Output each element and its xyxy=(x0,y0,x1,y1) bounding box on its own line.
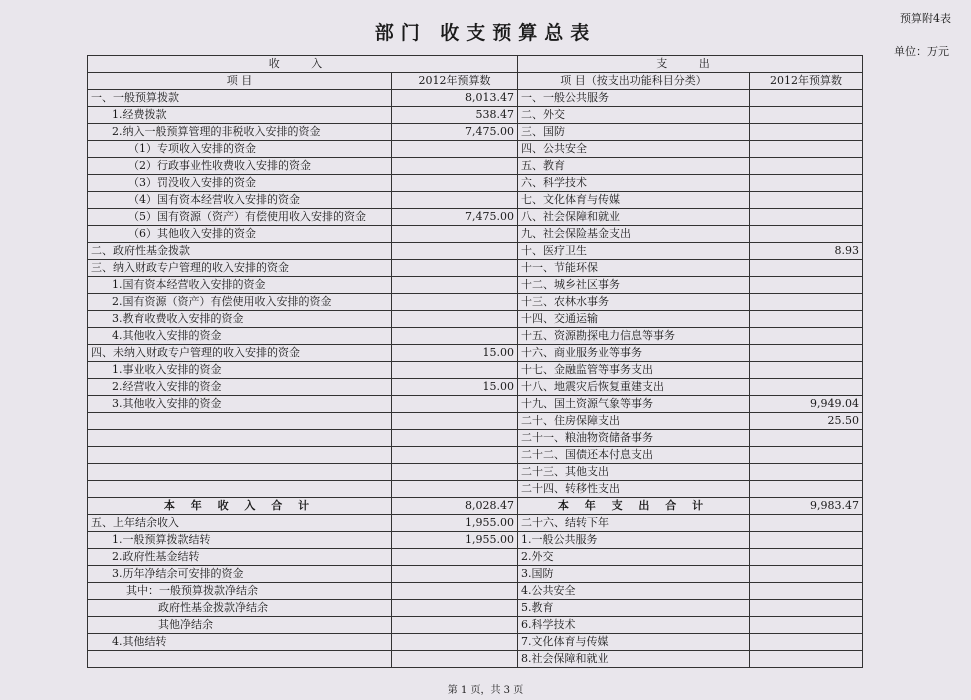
expense-amount-cell xyxy=(750,600,863,617)
income-amount-cell: 8,013.47 xyxy=(392,90,518,107)
income-item-cell: 1.国有资本经营收入安排的资金 xyxy=(88,277,392,294)
table-row xyxy=(88,345,863,362)
table-row xyxy=(88,243,863,260)
expense-item-cell: 五、教育 xyxy=(518,158,750,175)
expense-item-cell: 二十一、粮油物资储备事务 xyxy=(518,430,750,447)
income-amount-cell xyxy=(392,243,518,260)
income-item-cell: 2.纳入一般预算管理的非税收入安排的资金 xyxy=(88,124,392,141)
expense-amount-cell xyxy=(750,362,863,379)
expense-amount-cell xyxy=(750,192,863,209)
income-item-cell: 3.教育收费收入安排的资金 xyxy=(88,311,392,328)
income-amount-cell xyxy=(392,158,518,175)
expense-amount-cell xyxy=(750,328,863,345)
table-row xyxy=(88,294,863,311)
expense-item-cell: 十九、国土资源气象等事务 xyxy=(518,396,750,413)
income-item-cell: 四、未纳入财政专户管理的收入安排的资金 xyxy=(88,345,392,362)
expense-item-cell: 十一、节能环保 xyxy=(518,260,750,277)
income-amount-cell xyxy=(392,617,518,634)
income-amount-cell: 15.00 xyxy=(392,379,518,396)
income-item-cell: 2.经营收入安排的资金 xyxy=(88,379,392,396)
expense-amount-cell xyxy=(750,464,863,481)
income-item-cell: （3）罚没收入安排的资金 xyxy=(88,175,392,192)
income-item-cell: 1.一般预算拨款结转 xyxy=(88,532,392,549)
table-row xyxy=(88,226,863,243)
expense-amount-cell xyxy=(750,379,863,396)
income-item-cell xyxy=(88,430,392,447)
income-amount-cell: 1,955.00 xyxy=(392,532,518,549)
table-row xyxy=(88,362,863,379)
income-item-cell: 1.事业收入安排的资金 xyxy=(88,362,392,379)
income-item-cell xyxy=(88,464,392,481)
income-amount-cell xyxy=(392,651,518,668)
expense-item-cell: 十七、金融监管等事务支出 xyxy=(518,362,750,379)
income-item-cell: 五、上年结余收入 xyxy=(88,515,392,532)
income-item-cell xyxy=(88,413,392,430)
table-row xyxy=(88,515,863,532)
expense-amount-cell xyxy=(750,345,863,362)
expense-amount-cell xyxy=(750,311,863,328)
income-amount-cell xyxy=(392,413,518,430)
income-amount-cell: 538.47 xyxy=(392,107,518,124)
table-row xyxy=(88,464,863,481)
form-number: 预算附4表 xyxy=(900,12,951,25)
income-item-cell: 2.政府性基金结转 xyxy=(88,549,392,566)
expense-item-cell: 二、外交 xyxy=(518,107,750,124)
table-row xyxy=(88,566,863,583)
header-row-columns xyxy=(88,73,863,90)
table-row xyxy=(88,600,863,617)
expense-item-cell: 三、国防 xyxy=(518,124,750,141)
table-row xyxy=(88,430,863,447)
income-item-cell: （2）行政事业性收费收入安排的资金 xyxy=(88,158,392,175)
income-amount-cell xyxy=(392,396,518,413)
expense-item-cell: 十、医疗卫生 xyxy=(518,243,750,260)
expense-amount-cell xyxy=(750,158,863,175)
table-row xyxy=(88,90,863,107)
expense-item-cell: 十六、商业服务业等事务 xyxy=(518,345,750,362)
expense-item-cell: 七、文化体育与传媒 xyxy=(518,192,750,209)
table-row xyxy=(88,141,863,158)
expense-amount-cell xyxy=(750,617,863,634)
expense-item-cell: 六、科学技术 xyxy=(518,175,750,192)
expense-amount-cell xyxy=(750,294,863,311)
income-budget-header: 2012年预算数 xyxy=(392,73,518,90)
income-item-cell: 2.国有资源（资产）有偿使用收入安排的资金 xyxy=(88,294,392,311)
expense-amount-cell xyxy=(750,209,863,226)
table-row xyxy=(88,311,863,328)
table-row xyxy=(88,634,863,651)
income-amount-cell xyxy=(392,430,518,447)
page-footer: 第 1 页，共 3 页 xyxy=(447,685,524,696)
table-row xyxy=(88,481,863,498)
expense-budget-header: 2012年预算数 xyxy=(750,73,863,90)
expense-item-cell: 二十二、国债还本付息支出 xyxy=(518,447,750,464)
income-amount-cell: 7,475.00 xyxy=(392,124,518,141)
expense-amount-cell xyxy=(750,532,863,549)
expense-amount-cell: 25.50 xyxy=(750,413,863,430)
expense-item-cell: 6.科学技术 xyxy=(518,617,750,634)
expense-item-cell: 十三、农林水事务 xyxy=(518,294,750,311)
budget-table xyxy=(87,55,863,668)
expense-amount-cell xyxy=(750,260,863,277)
expense-amount-cell xyxy=(750,583,863,600)
expense-item-cell: 十五、资源勘探电力信息等事务 xyxy=(518,328,750,345)
income-item-cell xyxy=(88,481,392,498)
expense-amount-cell xyxy=(750,481,863,498)
expense-amount-cell: 9,949.04 xyxy=(750,396,863,413)
income-item-cell: 本 年 收 入 合 计 xyxy=(88,498,392,515)
income-amount-cell xyxy=(392,260,518,277)
expense-item-cell: 二十、住房保障支出 xyxy=(518,413,750,430)
income-item-cell: 1.经费拨款 xyxy=(88,107,392,124)
income-amount-cell xyxy=(392,464,518,481)
table-row xyxy=(88,396,863,413)
total-row xyxy=(88,498,863,515)
expense-item-cell: 九、社会保险基金支出 xyxy=(518,226,750,243)
income-amount-cell xyxy=(392,362,518,379)
table-row xyxy=(88,549,863,566)
income-item-cell: 政府性基金拨款净结余 xyxy=(88,600,392,617)
expense-amount-cell xyxy=(750,175,863,192)
income-amount-cell: 1,955.00 xyxy=(392,515,518,532)
income-amount-cell xyxy=(392,277,518,294)
expense-amount-cell: 9,983.47 xyxy=(750,498,863,515)
table-row xyxy=(88,260,863,277)
expense-item-cell: 二十六、结转下年 xyxy=(518,515,750,532)
income-item-cell xyxy=(88,651,392,668)
expense-item-cell: 本 年 支 出 合 计 xyxy=(518,498,750,515)
expense-item-cell: 2.外交 xyxy=(518,549,750,566)
income-amount-cell xyxy=(392,175,518,192)
expense-item-cell: 二十四、转移性支出 xyxy=(518,481,750,498)
income-item-cell: （5）国有资源（资产）有偿使用收入安排的资金 xyxy=(88,209,392,226)
income-item-cell xyxy=(88,447,392,464)
income-item-cell: 3.其他收入安排的资金 xyxy=(88,396,392,413)
table-row xyxy=(88,617,863,634)
table-row xyxy=(88,175,863,192)
expense-amount-cell xyxy=(750,124,863,141)
table-row xyxy=(88,651,863,668)
table-row xyxy=(88,328,863,345)
income-amount-cell xyxy=(392,141,518,158)
income-item-cell: 二、政府性基金拨款 xyxy=(88,243,392,260)
expense-amount-cell xyxy=(750,549,863,566)
income-amount-cell: 15.00 xyxy=(392,345,518,362)
income-item-cell: 4.其他收入安排的资金 xyxy=(88,328,392,345)
expense-amount-cell xyxy=(750,90,863,107)
expense-item-cell: 一、一般公共服务 xyxy=(518,90,750,107)
expense-item-cell: 3.国防 xyxy=(518,566,750,583)
income-amount-cell xyxy=(392,226,518,243)
expense-item-cell: 二十三、其他支出 xyxy=(518,464,750,481)
table-row xyxy=(88,413,863,430)
expense-amount-cell xyxy=(750,447,863,464)
income-amount-cell xyxy=(392,294,518,311)
page-title: 部门 收支预算总表 xyxy=(374,22,597,44)
income-amount-cell xyxy=(392,311,518,328)
income-amount-cell xyxy=(392,328,518,345)
income-amount-cell xyxy=(392,566,518,583)
income-item-cell: 4.其他结转 xyxy=(88,634,392,651)
table-row xyxy=(88,532,863,549)
header-row-sections xyxy=(88,56,863,73)
income-amount-cell xyxy=(392,583,518,600)
expense-item-cell: 7.文化体育与传媒 xyxy=(518,634,750,651)
income-amount-cell: 8,028.47 xyxy=(392,498,518,515)
expense-item-cell: 8.社会保障和就业 xyxy=(518,651,750,668)
income-item-cell: （4）国有资本经营收入安排的资金 xyxy=(88,192,392,209)
income-amount-cell: 7,475.00 xyxy=(392,209,518,226)
expense-amount-cell xyxy=(750,566,863,583)
expense-item-cell: 八、社会保障和就业 xyxy=(518,209,750,226)
expense-item-cell: 4.公共安全 xyxy=(518,583,750,600)
expense-item-cell: 十八、地震灾后恢复重建支出 xyxy=(518,379,750,396)
income-amount-cell xyxy=(392,447,518,464)
expense-amount-cell xyxy=(750,141,863,158)
expense-item-header: 项 目（按支出功能科目分类） xyxy=(518,73,750,90)
income-item-header: 项 目 xyxy=(88,73,392,90)
income-item-cell: 三、纳入财政专户管理的收入安排的资金 xyxy=(88,260,392,277)
income-amount-cell xyxy=(392,481,518,498)
expense-item-cell: 5.教育 xyxy=(518,600,750,617)
table-row xyxy=(88,192,863,209)
income-item-cell: 一、一般预算拨款 xyxy=(88,90,392,107)
table-row xyxy=(88,209,863,226)
expense-amount-cell xyxy=(750,430,863,447)
income-item-cell: 其他净结余 xyxy=(88,617,392,634)
expense-amount-cell xyxy=(750,226,863,243)
income-amount-cell xyxy=(392,192,518,209)
income-item-cell: 其中：一般预算拨款净结余 xyxy=(88,583,392,600)
income-item-cell: 3.历年净结余可安排的资金 xyxy=(88,566,392,583)
table-row xyxy=(88,277,863,294)
table-row xyxy=(88,583,863,600)
income-item-cell: （1）专项收入安排的资金 xyxy=(88,141,392,158)
expense-item-cell: 1.一般公共服务 xyxy=(518,532,750,549)
expense-item-cell: 四、公共安全 xyxy=(518,141,750,158)
table-row xyxy=(88,158,863,175)
budget-table-body xyxy=(88,56,863,668)
expense-amount-cell xyxy=(750,515,863,532)
income-amount-cell xyxy=(392,549,518,566)
table-row xyxy=(88,447,863,464)
expense-amount-cell xyxy=(750,634,863,651)
income-item-cell: （6）其他收入安排的资金 xyxy=(88,226,392,243)
expense-item-cell: 十四、交通运输 xyxy=(518,311,750,328)
expense-amount-cell xyxy=(750,651,863,668)
expense-section-header: 支 出 xyxy=(518,56,863,73)
table-row xyxy=(88,107,863,124)
expense-amount-cell xyxy=(750,107,863,124)
expense-amount-cell xyxy=(750,277,863,294)
income-amount-cell xyxy=(392,600,518,617)
income-amount-cell xyxy=(392,634,518,651)
income-section-header: 收 入 xyxy=(88,56,518,73)
expense-amount-cell: 8.93 xyxy=(750,243,863,260)
table-row xyxy=(88,379,863,396)
unit-label: 单位：万元 xyxy=(894,45,949,58)
expense-item-cell: 十二、城乡社区事务 xyxy=(518,277,750,294)
table-row xyxy=(88,124,863,141)
